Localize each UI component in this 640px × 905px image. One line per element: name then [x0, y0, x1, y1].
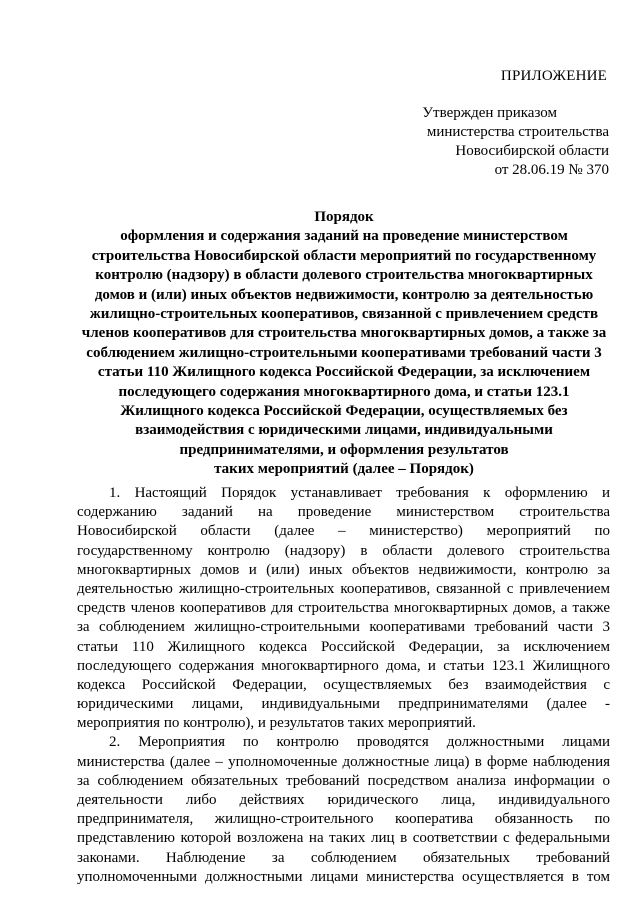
title-line: членов кооперативов для строительства многоквартирных домов, а также за — [81, 325, 607, 342]
paragraph-line: представлению которой возложена на таких лиц в соответствии с федеральными — [77, 830, 610, 847]
title-line: соблюдением жилищно-строительными кооперативами требований части 3 — [86, 344, 602, 361]
paragraph-line: государственному контролю (надзору) в области долевого строительства — [77, 542, 610, 559]
paragraph-line: предпринимателя, жилищно-строительного кооператива обязанность по — [77, 811, 610, 828]
title-line: жилищно-строительных кооперативов, связанной с привлечением средств — [89, 306, 599, 323]
paragraph-line: за соблюдением жилищно-строительными кооперативами требований части 3 — [77, 619, 610, 636]
paragraph-line: уполномоченными должностными лицами министерства осуществляется в том — [77, 868, 610, 885]
title-line: статьи 110 Жилищного кодекса Российской Федерации, за исключением — [97, 364, 591, 381]
title-line: взаимодействия с юридическими лицами, индивидуальными — [135, 422, 553, 439]
approval-block — [422, 104, 609, 180]
title-line: таких мероприятий (далее – Порядок) — [214, 461, 474, 478]
approval-line: министерства строительства — [426, 124, 609, 140]
paragraph-line: за соблюдением обязательных требований посредством анализа информации о — [77, 772, 610, 789]
paragraph-line: многоквартирных домов и (или) иных объектов недвижимости, контролю за — [77, 561, 610, 578]
paragraph-2 — [77, 733, 610, 887]
appendix-label: ПРИЛОЖЕНИЕ — [500, 68, 607, 84]
paragraph-line: содержанию заданий на проведение министерством строительства — [77, 504, 610, 521]
approval-line: Утвержден приказом — [422, 105, 557, 121]
paragraph-line: мероприятия по контролю), и результатов таких мероприятий. — [77, 715, 476, 732]
title-line: строительства Новосибирской области мероприятий по государственному — [91, 247, 597, 264]
paragraph-line: Новосибирской области (далее – министерство) мероприятий по — [77, 523, 610, 540]
paragraph-line: статьи 110 Жилищного кодекса Российской Федерации, за исключением — [77, 638, 610, 655]
approval-line: от 28.06.19 № 370 — [494, 162, 609, 178]
paragraph-line: кодекса Российской Федерации, осуществляемых без взаимодействия с — [77, 676, 610, 693]
paragraph-line: министерства (далее – уполномоченные должностные лица) в форме наблюдения — [77, 753, 610, 770]
paragraph-line: законами. Наблюдение за соблюдением обязательных требований — [77, 849, 610, 866]
title-line: последующего содержания многоквартирного дома, и статьи 123.1 — [118, 383, 570, 400]
title-line: предпринимателями, и оформления результатов — [179, 441, 509, 458]
title-line: контролю (надзору) в области долевого строительства многоквартирных — [95, 267, 593, 284]
document-body — [77, 484, 610, 887]
title-line: Жилищного кодекса Российской Федерации, осуществляемых без — [120, 403, 568, 420]
title-line: оформления и содержания заданий на проведение министерством — [120, 228, 568, 245]
paragraph-line: деятельностью жилищно-строительных кооперативов, связанной с привлечением — [77, 580, 610, 597]
paragraph-line: юридическими лицами, индивидуальными предпринимателями (далее - — [77, 696, 610, 713]
paragraph-line: средств членов кооперативов для строительства многоквартирных домов, а также — [77, 600, 610, 617]
paragraph-line: деятельности либо действиях юридического лица, индивидуального — [77, 792, 610, 808]
paragraph-line: 2. Мероприятия по контролю проводятся должностными лицами — [109, 734, 610, 751]
document-title — [64, 208, 624, 480]
paragraph-line: 1. Настоящий Порядок устанавливает требования к оформлению и — [109, 485, 610, 501]
title-line: домов и (или) иных объектов недвижимости, контролю за деятельностью — [94, 286, 594, 303]
paragraph-1 — [77, 484, 610, 733]
approval-line: Новосибирской области — [455, 143, 609, 159]
paragraph-line: последующего содержания многоквартирного дома, и статьи 123.1 Жилищного — [77, 657, 610, 674]
title-line: Порядок — [314, 209, 374, 225]
